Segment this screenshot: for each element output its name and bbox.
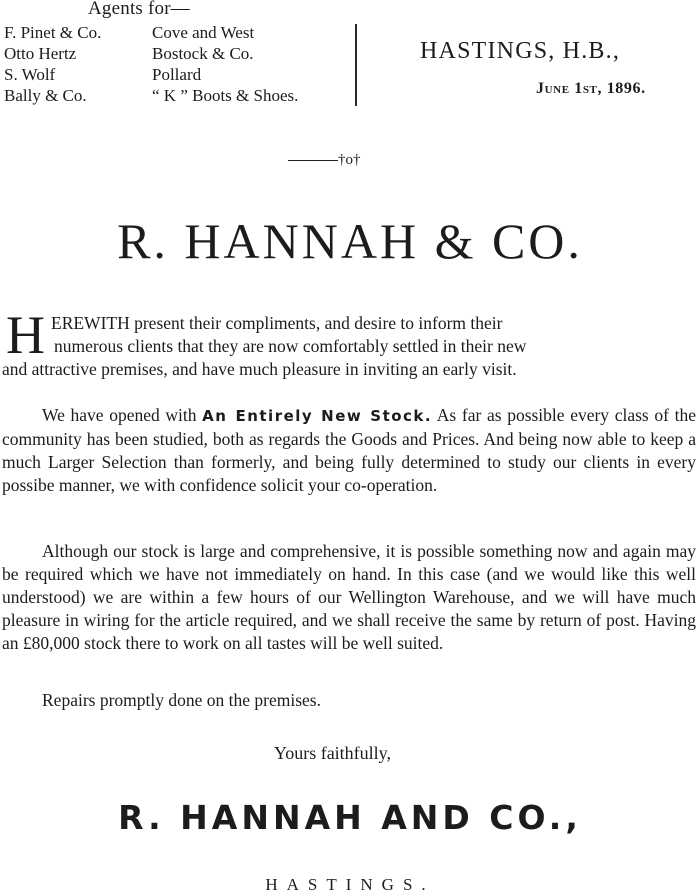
agent-name: F. Pinet & Co. — [4, 23, 102, 42]
letter-place: HASTINGS, H.B., — [420, 38, 621, 64]
paragraph-intro — [2, 305, 696, 381]
ornament-divider — [288, 152, 361, 169]
agents-column-1 — [4, 22, 152, 106]
agents-column-2 — [152, 22, 352, 106]
ornament-glyph: †o† — [338, 152, 361, 168]
new-stock-after: As far as possible every class of the community has been studied, both as regards the Goods and Prices. And being now able to keep a much Larger Selection than formerly, and being fully determined to study our clients in every possibe manner, we with confidence solicit your co-operation. — [2, 405, 696, 495]
date-day: June 1st, — [536, 80, 603, 97]
ornament-rule — [288, 160, 338, 162]
agent-name: “ K ” Boots & Shoes. — [152, 86, 299, 105]
agent-name: Pollard — [152, 65, 202, 84]
new-stock-highlight: An Entirely New Stock. — [202, 407, 433, 425]
agents-heading: Agents for— — [88, 0, 190, 19]
date-year: 1896. — [606, 80, 646, 97]
closing-salutation: Yours faithfully, — [274, 743, 392, 763]
intro-rest: and attractive premises, and have much pleasure in inviting an early visit. — [2, 359, 517, 379]
agent-name: Bally & Co. — [4, 86, 87, 105]
paragraph-new-stock — [2, 404, 696, 497]
footer-place: HASTINGS. — [265, 875, 435, 894]
firm-title: R. HANNAH & CO. — [117, 213, 583, 269]
agent-name: Bostock & Co. — [152, 44, 254, 63]
agents-list — [4, 22, 352, 106]
intro-line-1: EREWITH present their compliments, and desire to inform their — [51, 313, 503, 333]
letter-date — [536, 80, 646, 98]
agent-name: S. Wolf — [4, 65, 56, 84]
header-divider — [355, 24, 357, 106]
paragraph-repairs: Repairs promptly done on the premises. — [42, 690, 321, 710]
agent-name: Otto Hertz — [4, 44, 77, 63]
paragraph-wellington: Although our stock is large and comprehensive, it is possible something now and again may be required which we have not immediately on hand. In this case (and we would like this well understood) we are within a few hours of our Wellington Warehouse, and we will have much pleasure in wiring for the article required, and we shall receive the same by return of post. Having an £80,000 stock there to work on all tastes will be well suited. — [2, 541, 696, 653]
drop-cap: H — [6, 305, 45, 365]
signature: R. HANNAH AND CO., — [118, 798, 582, 837]
agent-name: Cove and West — [152, 23, 255, 42]
new-stock-before: We have opened with — [42, 405, 203, 425]
intro-line-2: numerous clients that they are now comfortably settled in their new — [54, 336, 527, 356]
